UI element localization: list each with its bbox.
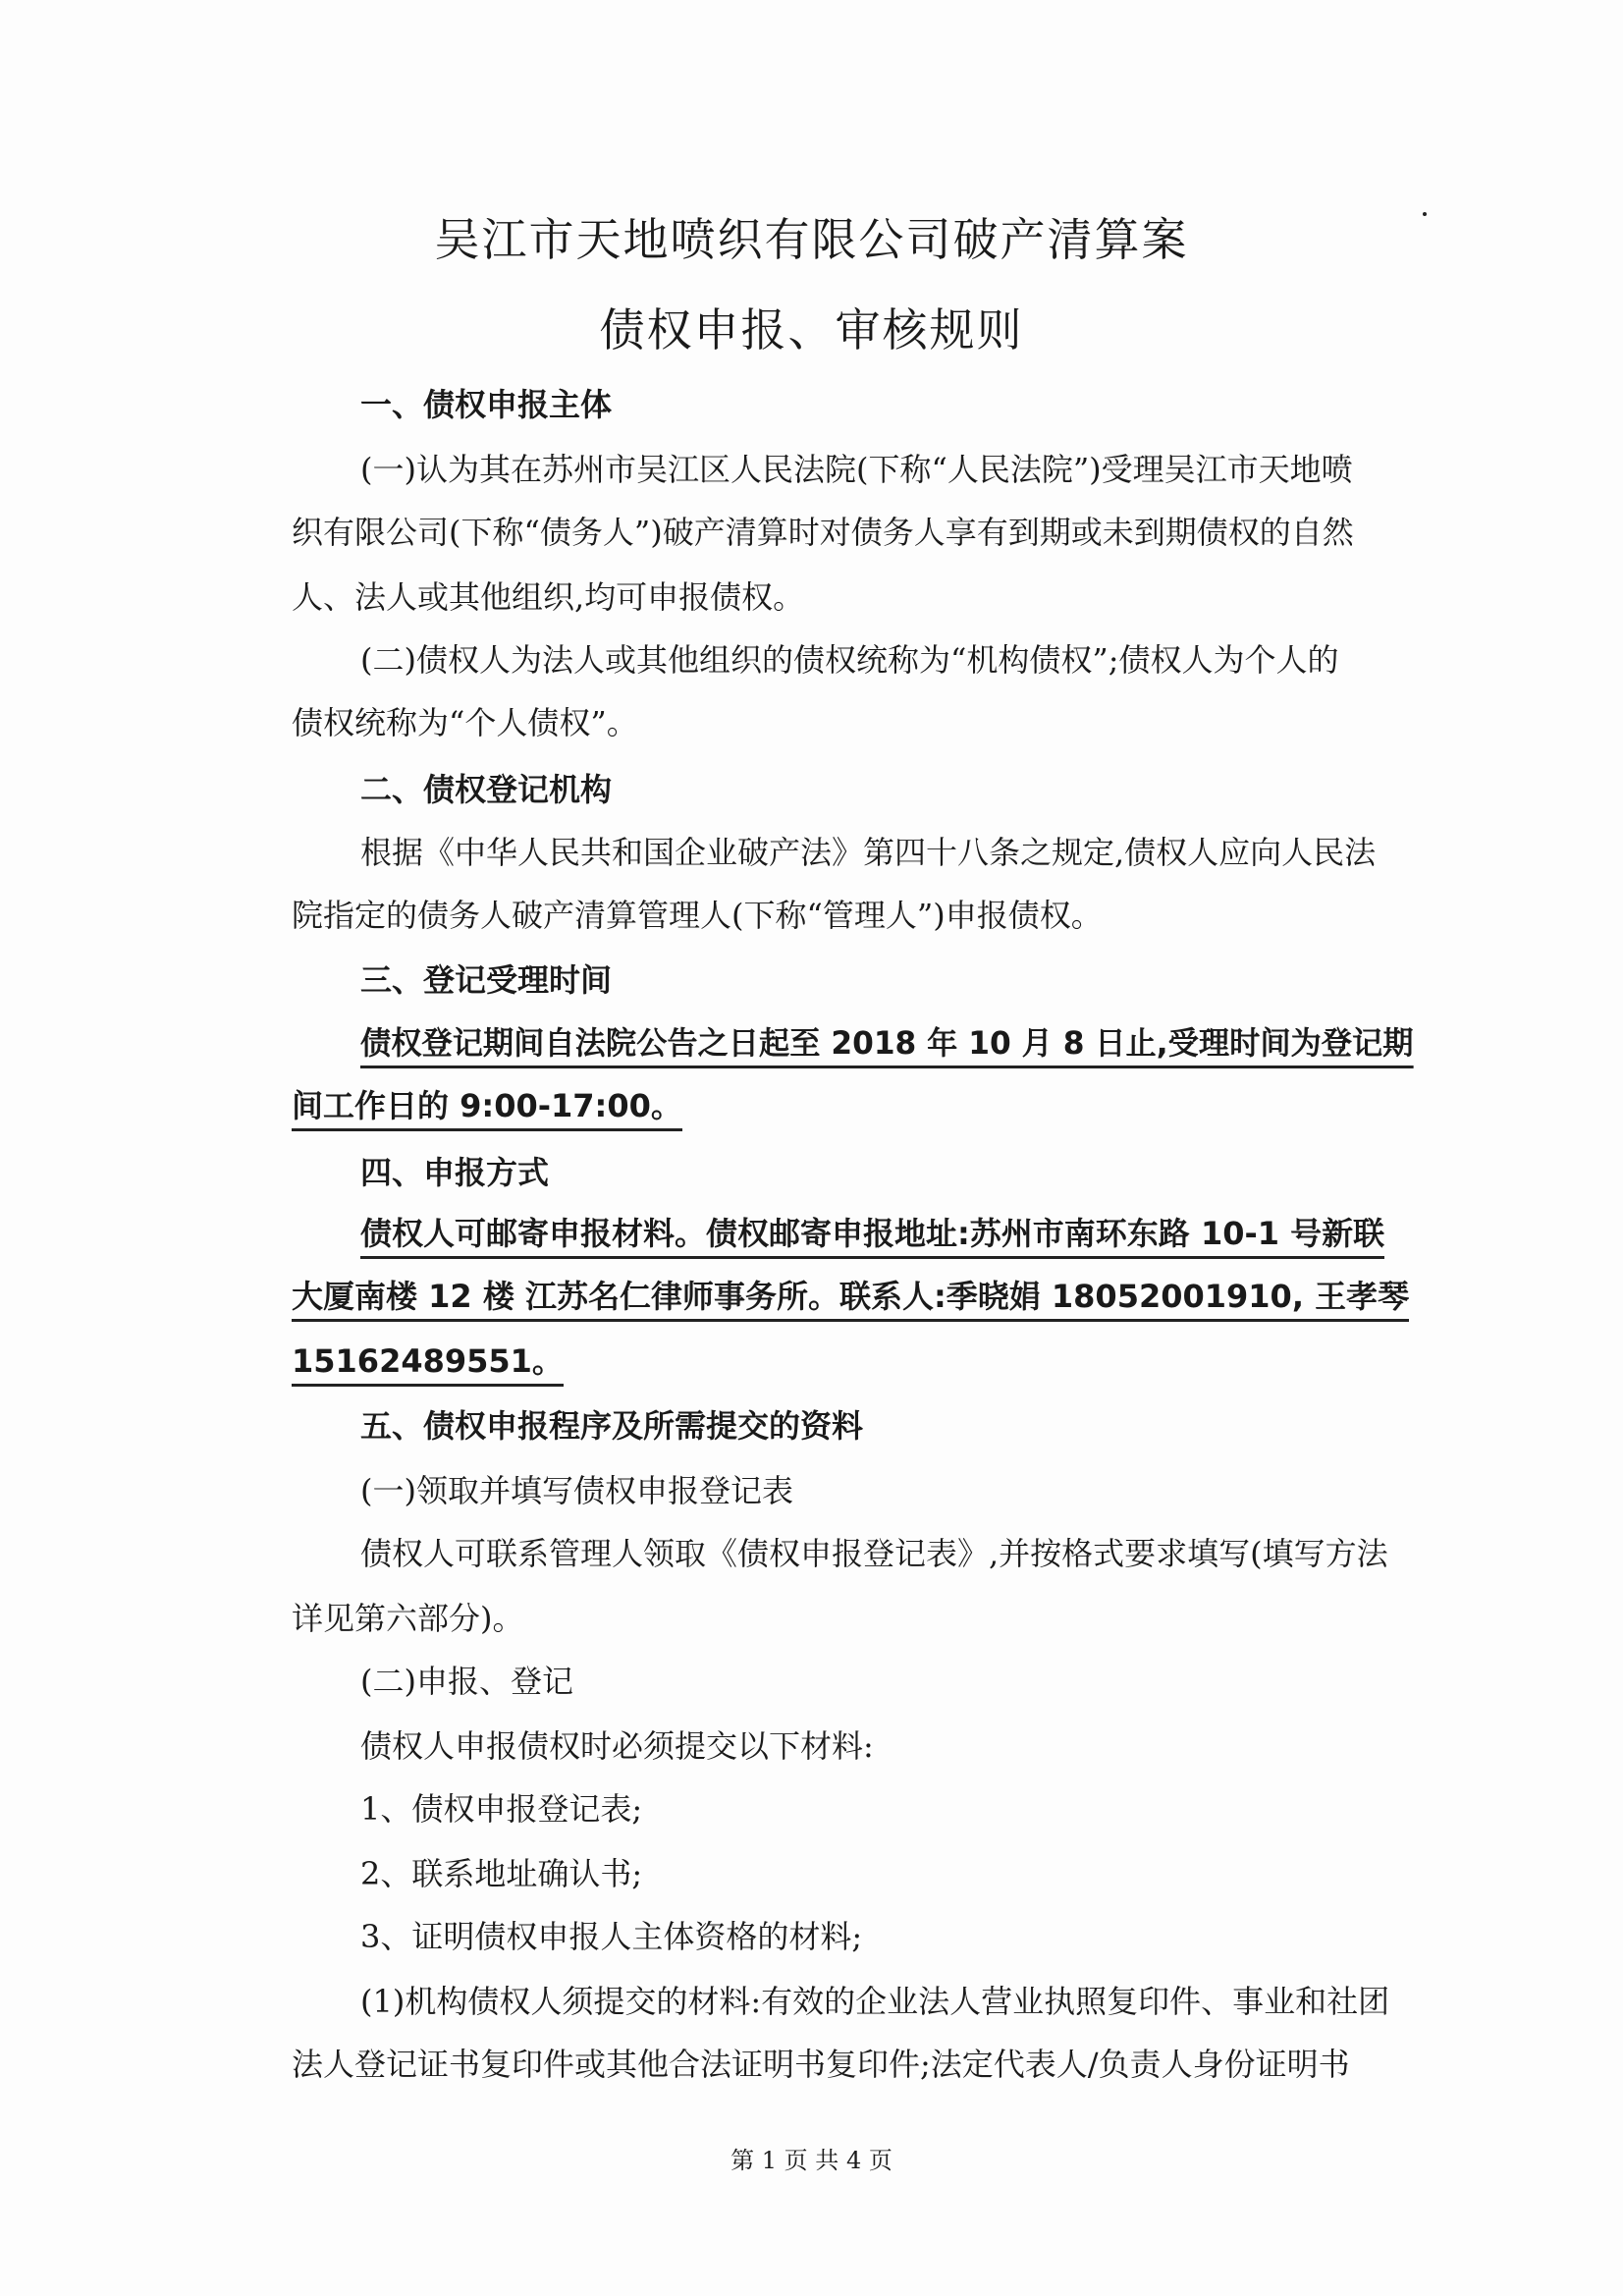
section-heading-5: 五、债权申报程序及所需提交的资料 xyxy=(360,1407,864,1445)
paragraph-line-underlined xyxy=(292,1277,1409,1316)
page-number: 第 1 页 共 4 页 xyxy=(730,2147,893,2174)
paragraph-line: (二)申报、登记 xyxy=(360,1663,573,1700)
underlined-text: 债权登记期间自法院公告之日起至 2018 年 10 月 8 日止,受理时间为登记期 xyxy=(360,1024,1414,1068)
paragraph-line: (一)领取并填写债权申报登记表 xyxy=(360,1472,793,1509)
underlined-text: 间工作日的 9:00-17:00。 xyxy=(292,1087,682,1131)
paragraph-line: (一)认为其在苏州市吴江区人民法院(下称“人民法院”)受理吴江市天地喷 xyxy=(360,451,1353,488)
paragraph-line: 详见第六部分)。 xyxy=(292,1600,524,1637)
list-item: 2、联系地址确认书; xyxy=(360,1855,643,1892)
paragraph-line-underlined xyxy=(292,1086,682,1125)
section-heading-2: 二、债权登记机构 xyxy=(360,771,613,808)
paragraph-line: 债权统称为“个人债权”。 xyxy=(292,704,638,741)
paragraph-line: 法人登记证书复印件或其他合法证明书复印件;法定代表人/负责人身份证明书 xyxy=(292,2046,1350,2083)
underlined-text: 15162489551。 xyxy=(292,1342,564,1387)
paragraph-line-underlined xyxy=(360,1214,1384,1253)
paragraph-line: 根据《中华人民共和国企业破产法》第四十八条之规定,债权人应向人民法 xyxy=(360,834,1377,871)
paragraph-line-underlined xyxy=(292,1341,564,1381)
document-title: 吴江市天地喷织有限公司破产清算案 xyxy=(434,213,1189,266)
paragraph-line: 债权人申报债权时必须提交以下材料: xyxy=(360,1727,874,1765)
section-heading-3: 三、登记受理时间 xyxy=(360,961,613,999)
paragraph-line: (1)机构债权人须提交的材料:有效的企业法人营业执照复印件、事业和社团 xyxy=(360,1983,1390,2020)
paragraph-line: (二)债权人为法人或其他组织的债权统称为“机构债权”;债权人为个人的 xyxy=(360,641,1339,679)
section-heading-4: 四、申报方式 xyxy=(360,1154,550,1191)
section-heading-1: 一、债权申报主体 xyxy=(360,386,613,423)
underlined-text: 债权人可邮寄申报材料。债权邮寄申报地址:苏州市南环东路 10-1 号新联 xyxy=(360,1215,1384,1259)
document-subtitle: 债权申报、审核规则 xyxy=(599,303,1024,356)
paragraph-line-underlined xyxy=(360,1023,1414,1063)
paragraph-line: 债权人可联系管理人领取《债权申报登记表》,并按格式要求填写(填写方法 xyxy=(360,1535,1388,1572)
list-item: 3、证明债权申报人主体资格的材料; xyxy=(360,1918,863,1955)
paragraph-line: 院指定的债务人破产清算管理人(下称“管理人”)申报债权。 xyxy=(292,897,1103,934)
list-item: 1、债权申报登记表; xyxy=(360,1790,643,1828)
underlined-text: 大厦南楼 12 楼 江苏名仁律师事务所。联系人:季晓娟 18052001910, 王孝琴 xyxy=(292,1278,1409,1322)
paragraph-line: 人、法人或其他组织,均可申报债权。 xyxy=(292,578,805,616)
paragraph-line: 织有限公司(下称“债务人”)破产清算时对债务人享有到期或未到期债权的自然 xyxy=(292,514,1354,551)
